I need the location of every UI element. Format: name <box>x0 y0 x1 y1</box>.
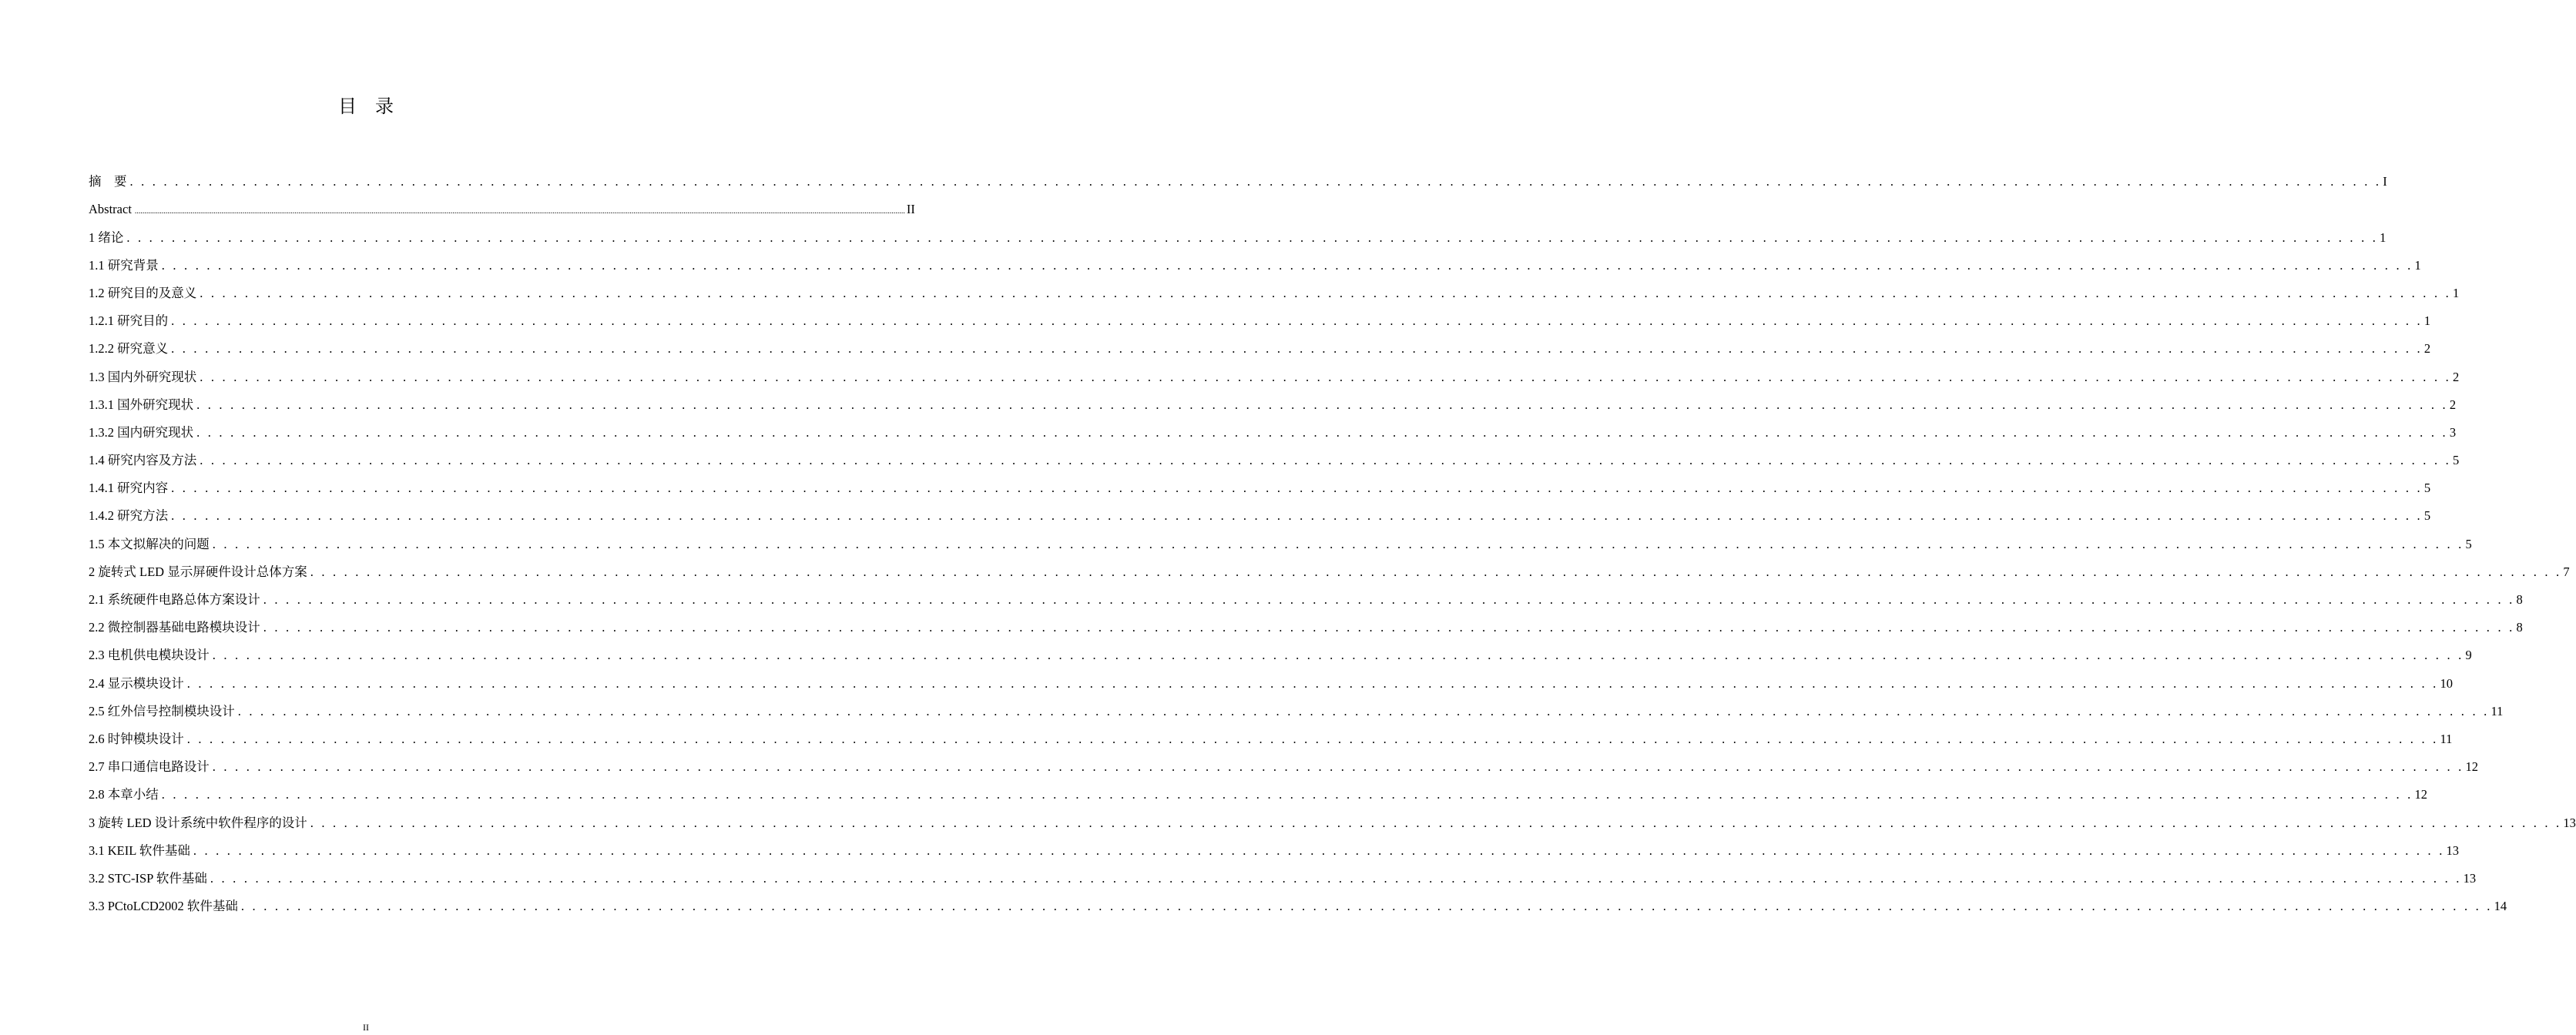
toc-entry-label: 摘 要 <box>89 174 127 189</box>
toc-entry-page: 8 <box>2516 620 2523 635</box>
toc-entry-label: 1.5 本文拟解决的问题 <box>89 536 210 551</box>
toc-entry-page: 5 <box>2423 508 2431 524</box>
toc-entry-page: I <box>2383 174 2387 189</box>
toc-entry-label: 1 绪论 <box>89 229 124 245</box>
toc-entry[interactable] <box>89 301 2431 329</box>
toc-dot-leader: . . . . . . . . . . . . . . . . . . . . . . . . . . . . . . . . . . . . . . . . . . . . . . . . . . . . . . . . . . . . . . . . . . . . . . . . . . . . . . . . . . . . . . . . . . . . . . . . . . . . . . . . . . . . . . . . . . . . . . . . . . . . . . . . . . . . . . . . . . . . . . . . . . . . . . . . . . . . . . . . . . . . . . . . . . . . . . . . . . . . . . . . . . . . . . . . . . . . . . . . <box>263 620 2515 635</box>
toc-entry[interactable] <box>89 357 2460 384</box>
toc-entry[interactable] <box>89 775 2427 802</box>
toc-entry-page: 11 <box>2440 731 2453 746</box>
toc-entry-page: 2 <box>2452 369 2460 384</box>
toc-entry[interactable] <box>89 719 2453 747</box>
toc-entry-page: 3 <box>2449 424 2457 440</box>
toc-dot-leader: . . . . . . . . . . . . . . . . . . . . . . . . . . . . . . . . . . . . . . . . . . . . . . . . . . . . . . . . . . . . . . . . . . . . . . . . . . . . . . . . . . . . . . . . . . . . . . . . . . . . . . . . . . . . . . . . . . . . . . . . . . . . . . . . . . . . . . . . . . . . . . . . . . . . . . . . . . . . . . . . . . . . . . . . . . . . . . . . . . . . . . . . . . . . . . . . . . . . . . . . <box>310 815 2562 830</box>
toc-entry[interactable] <box>89 189 915 217</box>
toc-entry[interactable] <box>89 802 2576 830</box>
toc-entry[interactable] <box>89 524 2472 551</box>
toc-dot-leader: ................................................................................................................................................................................................................................................................................................................................................................................................................ <box>134 207 905 216</box>
toc-dot-leader: . . . . . . . . . . . . . . . . . . . . . . . . . . . . . . . . . . . . . . . . . . . . . . . . . . . . . . . . . . . . . . . . . . . . . . . . . . . . . . . . . . . . . . . . . . . . . . . . . . . . . . . . . . . . . . . . . . . . . . . . . . . . . . . . . . . . . . . . . . . . . . . . . . . . . . . . . . . . . . . . . . . . . . . . . . . . . . . . . . . . . . . . . . . . . . . . . . . . . . . . <box>212 759 2464 775</box>
toc-dot-leader: . . . . . . . . . . . . . . . . . . . . . . . . . . . . . . . . . . . . . . . . . . . . . . . . . . . . . . . . . . . . . . . . . . . . . . . . . . . . . . . . . . . . . . . . . . . . . . . . . . . . . . . . . . . . . . . . . . . . . . . . . . . . . . . . . . . . . . . . . . . . . . . . . . . . . . . . . . . . . . . . . . . . . . . . . . . . . . . . . . . . . . . . . . . . . . . . . . . . . . . . <box>212 648 2464 663</box>
toc-entry-label: 2.2 微控制器基础电路模块设计 <box>89 620 260 635</box>
toc-entry[interactable] <box>89 440 2460 468</box>
toc-entry-page: 13 <box>2446 842 2460 858</box>
toc-dot-leader: . . . . . . . . . . . . . . . . . . . . . . . . . . . . . . . . . . . . . . . . . . . . . . . . . . . . . . . . . . . . . . . . . . . . . . . . . . . . . . . . . . . . . . . . . . . . . . . . . . . . . . . . . . . . . . . . . . . . . . . . . . . . . . . . . . . . . . . . . . . . . . . . . . . . . . . . . . . . . . . . . . . . . . . . . . . . . . . . . . . . . . . . . . . . . . . . . . . . . . . . <box>186 675 2439 691</box>
toc-dot-leader: . . . . . . . . . . . . . . . . . . . . . . . . . . . . . . . . . . . . . . . . . . . . . . . . . . . . . . . . . . . . . . . . . . . . . . . . . . . . . . . . . . . . . . . . . . . . . . . . . . . . . . . . . . . . . . . . . . . . . . . . . . . . . . . . . . . . . . . . . . . . . . . . . . . . . . . . . . . . . . . . . . . . . . . . . . . . . . . . . . . . . . . . . . . . . . . . . . . . . . . . <box>171 481 2423 496</box>
toc-entry-label: 2.1 系统硬件电路总体方案设计 <box>89 592 260 607</box>
toc-dot-leader: . . . . . . . . . . . . . . . . . . . . . . . . . . . . . . . . . . . . . . . . . . . . . . . . . . . . . . . . . . . . . . . . . . . . . . . . . . . . . . . . . . . . . . . . . . . . . . . . . . . . . . . . . . . . . . . . . . . . . . . . . . . . . . . . . . . . . . . . . . . . . . . . . . . . . . . . . . . . . . . . . . . . . . . . . . . . . . . . . . . . . . . . . . . . . . . . . . . . . . . . <box>196 424 2448 440</box>
toc-dot-leader: . . . . . . . . . . . . . . . . . . . . . . . . . . . . . . . . . . . . . . . . . . . . . . . . . . . . . . . . . . . . . . . . . . . . . . . . . . . . . . . . . . . . . . . . . . . . . . . . . . . . . . . . . . . . . . . . . . . . . . . . . . . . . . . . . . . . . . . . . . . . . . . . . . . . . . . . . . . . . . . . . . . . . . . . . . . . . . . . . . . . . . . . . . . . . . . . . . . . . . . . <box>240 899 2493 914</box>
page-title: 目 录 <box>338 95 394 117</box>
toc-entry[interactable] <box>89 692 2504 719</box>
toc-entry-label: 1.3.2 国内研究现状 <box>89 424 194 440</box>
toc-entry[interactable] <box>89 663 2453 691</box>
toc-dot-leader: . . . . . . . . . . . . . . . . . . . . . . . . . . . . . . . . . . . . . . . . . . . . . . . . . . . . . . . . . . . . . . . . . . . . . . . . . . . . . . . . . . . . . . . . . . . . . . . . . . . . . . . . . . . . . . . . . . . . . . . . . . . . . . . . . . . . . . . . . . . . . . . . . . . . . . . . . . . . . . . . . . . . . . . . . . . . . . . . . . . . . . . . . . . . . . . . . . . . . . . . <box>237 703 2490 718</box>
page-number: II <box>363 1022 369 1033</box>
toc-entry-label: 1.2 研究目的及意义 <box>89 285 197 300</box>
toc-dot-leader: . . . . . . . . . . . . . . . . . . . . . . . . . . . . . . . . . . . . . . . . . . . . . . . . . . . . . . . . . . . . . . . . . . . . . . . . . . . . . . . . . . . . . . . . . . . . . . . . . . . . . . . . . . . . . . . . . . . . . . . . . . . . . . . . . . . . . . . . . . . . . . . . . . . . . . . . . . . . . . . . . . . . . . . . . . . . . . . . . . . . . . . . . . . . . . . . . . . . . . . . <box>161 257 2413 273</box>
toc-dot-leader: . . . . . . . . . . . . . . . . . . . . . . . . . . . . . . . . . . . . . . . . . . . . . . . . . . . . . . . . . . . . . . . . . . . . . . . . . . . . . . . . . . . . . . . . . . . . . . . . . . . . . . . . . . . . . . . . . . . . . . . . . . . . . . . . . . . . . . . . . . . . . . . . . . . . . . . . . . . . . . . . . . . . . . . . . . . . . . . . . . . . . . . . . . . . . . . . . . . . . . . . <box>126 229 2379 245</box>
toc-entry-page: 1 <box>2414 257 2421 273</box>
toc-dot-leader: . . . . . . . . . . . . . . . . . . . . . . . . . . . . . . . . . . . . . . . . . . . . . . . . . . . . . . . . . . . . . . . . . . . . . . . . . . . . . . . . . . . . . . . . . . . . . . . . . . . . . . . . . . . . . . . . . . . . . . . . . . . . . . . . . . . . . . . . . . . . . . . . . . . . . . . . . . . . . . . . . . . . . . . . . . . . . . . . . . . . . . . . . . . . . . . . . . . . . . . . <box>200 453 2451 468</box>
toc-entry[interactable] <box>89 468 2431 496</box>
toc-dot-leader: . . . . . . . . . . . . . . . . . . . . . . . . . . . . . . . . . . . . . . . . . . . . . . . . . . . . . . . . . . . . . . . . . . . . . . . . . . . . . . . . . . . . . . . . . . . . . . . . . . . . . . . . . . . . . . . . . . . . . . . . . . . . . . . . . . . . . . . . . . . . . . . . . . . . . . . . . . . . . . . . . . . . . . . . . . . . . . . . . . . . . . . . . . . . . . . . . . . . . . . . <box>210 870 2462 886</box>
toc-dot-leader: . . . . . . . . . . . . . . . . . . . . . . . . . . . . . . . . . . . . . . . . . . . . . . . . . . . . . . . . . . . . . . . . . . . . . . . . . . . . . . . . . . . . . . . . . . . . . . . . . . . . . . . . . . . . . . . . . . . . . . . . . . . . . . . . . . . . . . . . . . . . . . . . . . . . . . . . . . . . . . . . . . . . . . . . . . . . . . . . . . . . . . . . . . . . . . . . . . . . . . . . <box>171 341 2423 357</box>
toc-entry[interactable] <box>89 552 2570 580</box>
toc-dot-leader: . . . . . . . . . . . . . . . . . . . . . . . . . . . . . . . . . . . . . . . . . . . . . . . . . . . . . . . . . . . . . . . . . . . . . . . . . . . . . . . . . . . . . . . . . . . . . . . . . . . . . . . . . . . . . . . . . . . . . . . . . . . . . . . . . . . . . . . . . . . . . . . . . . . . . . . . . . . . . . . . . . . . . . . . . . . . . . . . . . . . . . . . . . . . . . . . . . . . . . . . <box>263 592 2515 607</box>
toc-entry-page: 9 <box>2465 648 2472 663</box>
toc-entry-page: 14 <box>2494 899 2507 914</box>
toc-dot-leader: . . . . . . . . . . . . . . . . . . . . . . . . . . . . . . . . . . . . . . . . . . . . . . . . . . . . . . . . . . . . . . . . . . . . . . . . . . . . . . . . . . . . . . . . . . . . . . . . . . . . . . . . . . . . . . . . . . . . . . . . . . . . . . . . . . . . . . . . . . . . . . . . . . . . . . . . . . . . . . . . . . . . . . . . . . . . . . . . . . . . . . . . . . . . . . . . . . . . . . . . <box>161 787 2413 802</box>
toc-dot-leader: . . . . . . . . . . . . . . . . . . . . . . . . . . . . . . . . . . . . . . . . . . . . . . . . . . . . . . . . . . . . . . . . . . . . . . . . . . . . . . . . . . . . . . . . . . . . . . . . . . . . . . . . . . . . . . . . . . . . . . . . . . . . . . . . . . . . . . . . . . . . . . . . . . . . . . . . . . . . . . . . . . . . . . . . . . . . . . . . . . . . . . . . . . . . . . . . . . . . . . . . <box>129 174 2382 189</box>
toc-dot-leader: . . . . . . . . . . . . . . . . . . . . . . . . . . . . . . . . . . . . . . . . . . . . . . . . . . . . . . . . . . . . . . . . . . . . . . . . . . . . . . . . . . . . . . . . . . . . . . . . . . . . . . . . . . . . . . . . . . . . . . . . . . . . . . . . . . . . . . . . . . . . . . . . . . . . . . . . . . . . . . . . . . . . . . . . . . . . . . . . . . . . . . . . . . . . . . . . . . . . . . . . <box>200 369 2451 384</box>
toc-entry-label: 3.1 KEIL 软件基础 <box>89 842 190 858</box>
toc-entry[interactable] <box>89 608 2523 635</box>
toc-entry-label: 2.3 电机供电模块设计 <box>89 648 210 663</box>
toc-entry-label: 2.5 红外信号控制模块设计 <box>89 703 235 718</box>
toc-dot-leader: . . . . . . . . . . . . . . . . . . . . . . . . . . . . . . . . . . . . . . . . . . . . . . . . . . . . . . . . . . . . . . . . . . . . . . . . . . . . . . . . . . . . . . . . . . . . . . . . . . . . . . . . . . . . . . . . . . . . . . . . . . . . . . . . . . . . . . . . . . . . . . . . . . . . . . . . . . . . . . . . . . . . . . . . . . . . . . . . . . . . . . . . . . . . . . . . . . . . . . . . <box>193 842 2445 858</box>
toc-entry-label: 1.2.1 研究目的 <box>89 313 169 329</box>
toc-entry-page: 12 <box>2414 787 2427 802</box>
toc-entry-label: 2.8 本章小结 <box>89 787 159 802</box>
toc-entry-page: 8 <box>2516 592 2523 607</box>
toc-entry-label: 1.3.1 国外研究现状 <box>89 397 194 412</box>
toc-entry-label: 1.3 国内外研究现状 <box>89 369 197 384</box>
toc-entry-page: 1 <box>2380 229 2386 245</box>
toc-entry[interactable] <box>89 886 2507 914</box>
toc-dot-leader: . . . . . . . . . . . . . . . . . . . . . . . . . . . . . . . . . . . . . . . . . . . . . . . . . . . . . . . . . . . . . . . . . . . . . . . . . . . . . . . . . . . . . . . . . . . . . . . . . . . . . . . . . . . . . . . . . . . . . . . . . . . . . . . . . . . . . . . . . . . . . . . . . . . . . . . . . . . . . . . . . . . . . . . . . . . . . . . . . . . . . . . . . . . . . . . . . . . . . . . . <box>171 313 2423 329</box>
toc-entry[interactable] <box>89 273 2460 301</box>
toc-entry-label: 1.1 研究背景 <box>89 257 159 273</box>
toc-entry[interactable] <box>89 413 2457 440</box>
toc-entry[interactable] <box>89 747 2478 775</box>
toc-entry[interactable] <box>89 385 2457 413</box>
toc-entry-label: 2.4 显示模块设计 <box>89 675 184 691</box>
toc-entry-page: 11 <box>2490 703 2504 718</box>
toc-entry-page: 5 <box>2452 453 2460 468</box>
toc-entry-label: 2.7 串口通信电路设计 <box>89 759 210 775</box>
toc-entry-label: 1.4.1 研究内容 <box>89 481 169 496</box>
toc-entry-label: Abstract <box>89 202 132 217</box>
toc-entry-page: 1 <box>2452 285 2460 300</box>
toc-entry-label: 3.2 STC-ISP 软件基础 <box>89 870 207 886</box>
toc-dot-leader: . . . . . . . . . . . . . . . . . . . . . . . . . . . . . . . . . . . . . . . . . . . . . . . . . . . . . . . . . . . . . . . . . . . . . . . . . . . . . . . . . . . . . . . . . . . . . . . . . . . . . . . . . . . . . . . . . . . . . . . . . . . . . . . . . . . . . . . . . . . . . . . . . . . . . . . . . . . . . . . . . . . . . . . . . . . . . . . . . . . . . . . . . . . . . . . . . . . . . . . . <box>200 285 2451 300</box>
toc-entry[interactable] <box>89 246 2421 273</box>
toc-entry-page: 13 <box>2463 870 2477 886</box>
toc-entry-label: 3.3 PCtoLCD2002 软件基础 <box>89 899 238 914</box>
toc-entry-label: 1.2.2 研究意义 <box>89 341 169 357</box>
toc-entry-page: 7 <box>2563 564 2570 579</box>
toc-entry-page: 13 <box>2563 815 2576 830</box>
table-of-contents <box>89 162 2576 914</box>
toc-entry-page: 12 <box>2465 759 2478 775</box>
toc-entry[interactable] <box>89 859 2477 886</box>
toc-entry-page: 5 <box>2423 481 2431 496</box>
toc-dot-leader: . . . . . . . . . . . . . . . . . . . . . . . . . . . . . . . . . . . . . . . . . . . . . . . . . . . . . . . . . . . . . . . . . . . . . . . . . . . . . . . . . . . . . . . . . . . . . . . . . . . . . . . . . . . . . . . . . . . . . . . . . . . . . . . . . . . . . . . . . . . . . . . . . . . . . . . . . . . . . . . . . . . . . . . . . . . . . . . . . . . . . . . . . . . . . . . . . . . . . . . . <box>310 564 2562 579</box>
toc-dot-leader: . . . . . . . . . . . . . . . . . . . . . . . . . . . . . . . . . . . . . . . . . . . . . . . . . . . . . . . . . . . . . . . . . . . . . . . . . . . . . . . . . . . . . . . . . . . . . . . . . . . . . . . . . . . . . . . . . . . . . . . . . . . . . . . . . . . . . . . . . . . . . . . . . . . . . . . . . . . . . . . . . . . . . . . . . . . . . . . . . . . . . . . . . . . . . . . . . . . . . . . . <box>171 508 2423 524</box>
toc-entry[interactable] <box>89 162 2387 189</box>
toc-dot-leader: . . . . . . . . . . . . . . . . . . . . . . . . . . . . . . . . . . . . . . . . . . . . . . . . . . . . . . . . . . . . . . . . . . . . . . . . . . . . . . . . . . . . . . . . . . . . . . . . . . . . . . . . . . . . . . . . . . . . . . . . . . . . . . . . . . . . . . . . . . . . . . . . . . . . . . . . . . . . . . . . . . . . . . . . . . . . . . . . . . . . . . . . . . . . . . . . . . . . . . . . <box>212 536 2464 551</box>
toc-entry-page: 10 <box>2440 675 2453 691</box>
toc-entry-label: 2 旋转式 LED 显示屏硬件设计总体方案 <box>89 564 307 579</box>
toc-entry-label: 1.4 研究内容及方法 <box>89 453 197 468</box>
toc-entry[interactable] <box>89 635 2472 663</box>
toc-entry[interactable] <box>89 580 2523 608</box>
toc-entry[interactable] <box>89 831 2460 859</box>
toc-entry[interactable] <box>89 217 2386 245</box>
toc-entry-page: II <box>906 202 915 217</box>
toc-entry-page: 1 <box>2423 313 2431 329</box>
toc-entry[interactable] <box>89 329 2431 357</box>
toc-entry-page: 5 <box>2465 536 2472 551</box>
toc-entry-label: 2.6 时钟模块设计 <box>89 731 184 746</box>
toc-entry[interactable] <box>89 496 2431 524</box>
toc-dot-leader: . . . . . . . . . . . . . . . . . . . . . . . . . . . . . . . . . . . . . . . . . . . . . . . . . . . . . . . . . . . . . . . . . . . . . . . . . . . . . . . . . . . . . . . . . . . . . . . . . . . . . . . . . . . . . . . . . . . . . . . . . . . . . . . . . . . . . . . . . . . . . . . . . . . . . . . . . . . . . . . . . . . . . . . . . . . . . . . . . . . . . . . . . . . . . . . . . . . . . . . . <box>196 397 2448 412</box>
toc-entry-page: 2 <box>2449 397 2457 412</box>
toc-dot-leader: . . . . . . . . . . . . . . . . . . . . . . . . . . . . . . . . . . . . . . . . . . . . . . . . . . . . . . . . . . . . . . . . . . . . . . . . . . . . . . . . . . . . . . . . . . . . . . . . . . . . . . . . . . . . . . . . . . . . . . . . . . . . . . . . . . . . . . . . . . . . . . . . . . . . . . . . . . . . . . . . . . . . . . . . . . . . . . . . . . . . . . . . . . . . . . . . . . . . . . . . <box>186 731 2439 746</box>
toc-entry-page: 2 <box>2423 341 2431 357</box>
toc-entry-label: 3 旋转 LED 设计系统中软件程序的设计 <box>89 815 307 830</box>
toc-entry-label: 1.4.2 研究方法 <box>89 508 169 524</box>
